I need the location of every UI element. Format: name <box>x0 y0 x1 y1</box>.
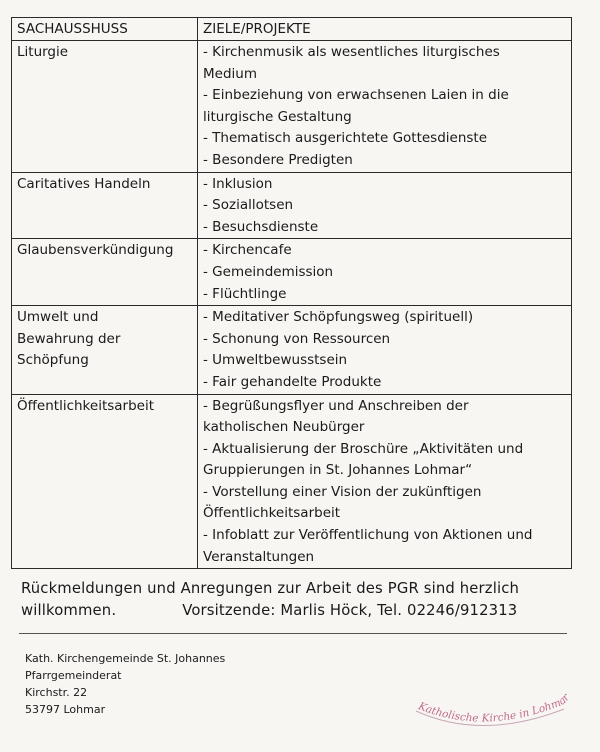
goal-item: - Aktualisierung der Broschüre „Aktivitäten und <box>203 440 524 457</box>
table-row <box>12 172 572 239</box>
goal-item: - Besondere Predigten <box>203 151 353 168</box>
goal-item: - Meditativer Schöpfungsweg (spirituell) <box>203 309 474 326</box>
table-body <box>12 41 572 569</box>
header-goals: ZIELE/PROJEKTE <box>198 18 572 41</box>
goals-list <box>198 239 572 306</box>
table-row <box>12 41 572 173</box>
goal-item: - Gemeindemission <box>203 263 334 280</box>
parish-logo-stamp <box>412 665 592 735</box>
goal-item-continued: katholischen Neubürger <box>203 419 365 436</box>
goals-list <box>198 172 572 239</box>
goal-item: - Thematisch ausgerichtete Gottesdienste <box>203 130 488 147</box>
goal-item: - Fair gehandelte Produkte <box>203 373 382 390</box>
goal-item-continued: liturgische Gestaltung <box>203 108 352 125</box>
committee-name-line: Bewahrung der <box>17 330 121 347</box>
goal-item: - Vorstellung einer Vision der zukünftigen <box>203 483 482 500</box>
table-row <box>12 394 572 569</box>
address-line: Kirchstr. 22 <box>25 686 88 699</box>
stamp-text: Katholische Kirche in Lohmar <box>416 691 573 725</box>
goal-item: - Kirchenmusik als wesentliches liturgisches <box>203 44 500 60</box>
committee-table <box>11 17 572 569</box>
goal-item: - Begrüßungsflyer und Anschreiben der <box>203 397 469 414</box>
committee-name-line: Caritatives Handeln <box>17 175 151 192</box>
address-line: Kath. Kirchengemeinde St. Johannes <box>25 652 226 665</box>
goal-item: - Einbeziehung von erwachsenen Laien in die <box>203 87 509 104</box>
chairperson-contact: Vorsitzende: Marlis Höck, Tel. 02246/912313 <box>182 602 518 619</box>
address-line: Pfarrgemeinderat <box>25 669 122 682</box>
committee-name <box>12 306 198 394</box>
goals-list <box>198 41 572 173</box>
committee-name-line: Öffentlichkeitsarbeit <box>17 397 155 414</box>
goal-item-continued: Medium <box>203 65 257 82</box>
goal-item: - Umweltbewusstsein <box>203 352 348 369</box>
table-row <box>12 306 572 394</box>
committee-name-line: Liturgie <box>17 44 69 60</box>
goal-item: - Schonung von Ressourcen <box>203 330 391 347</box>
goal-item: - Soziallotsen <box>203 197 294 214</box>
goal-item-continued: Gruppierungen in St. Johannes Lohmar“ <box>203 462 473 479</box>
committee-name <box>12 172 198 239</box>
goal-item: - Besuchsdienste <box>203 218 319 235</box>
committee-name <box>12 41 198 173</box>
feedback-line-2 <box>21 600 581 622</box>
table-row <box>12 239 572 306</box>
committee-name <box>12 394 198 569</box>
goal-item: - Flüchtlinge <box>203 285 287 302</box>
parish-address <box>25 650 225 718</box>
feedback-line-1: Rückmeldungen und Anregungen zur Arbeit des PGR sind herzlich <box>21 580 520 597</box>
committee-name-line: Umwelt und <box>17 309 99 326</box>
goal-item: - Infoblatt zur Veröffentlichung von Aktionen und <box>203 527 533 544</box>
header-committee: SACHAUSSHUSS <box>12 18 198 41</box>
goals-list <box>198 306 572 394</box>
committee-name-line: Glaubensverkündigung <box>17 242 174 259</box>
address-line: 53797 Lohmar <box>25 703 106 716</box>
goals-list <box>198 394 572 569</box>
goal-item-continued: Veranstaltungen <box>203 548 315 565</box>
goal-item-continued: Öffentlichkeitsarbeit <box>203 505 341 522</box>
feedback-note <box>21 578 581 622</box>
committee-name-line: Schöpfung <box>17 352 89 369</box>
divider-line <box>19 633 567 634</box>
table-header-row <box>12 18 572 41</box>
goal-item: - Kirchencafe <box>203 242 292 259</box>
goal-item: - Inklusion <box>203 175 273 192</box>
committee-name <box>12 239 198 306</box>
feedback-welcome: willkommen. <box>21 602 117 619</box>
